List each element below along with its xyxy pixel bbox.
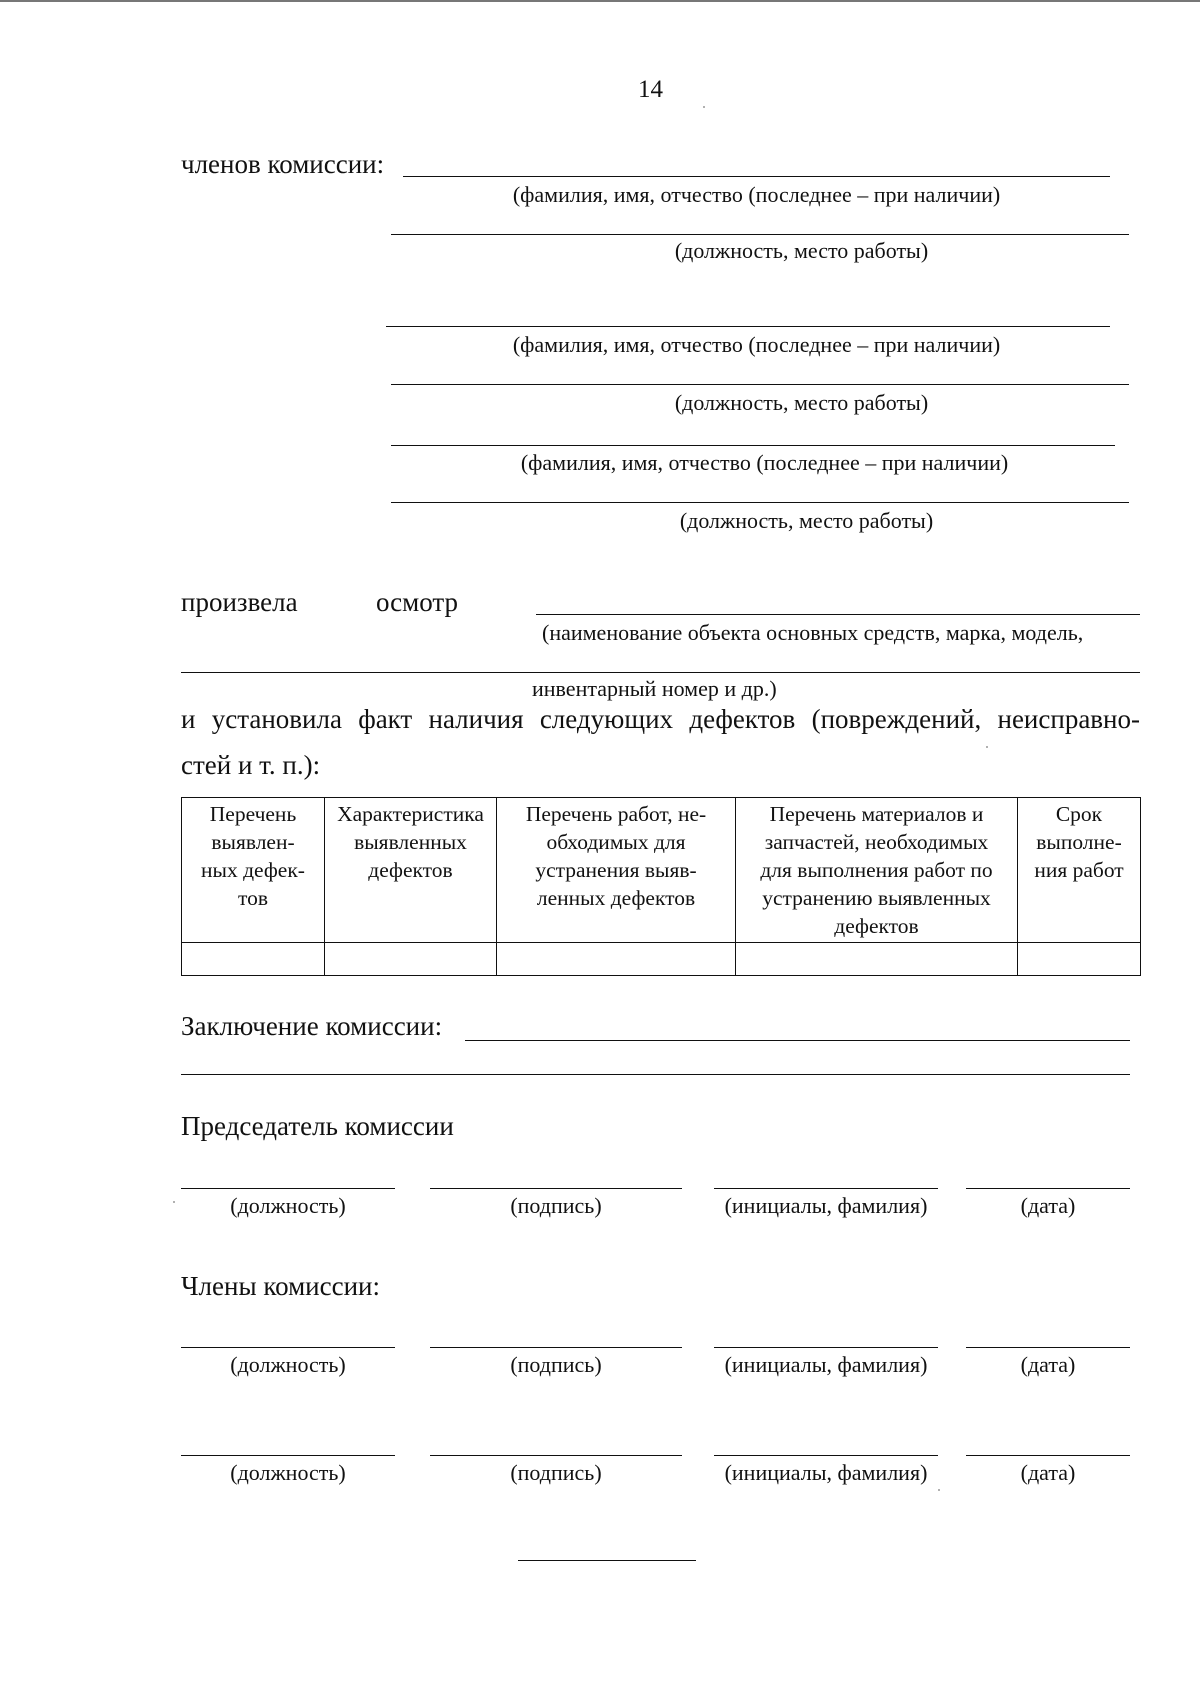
member-2-position-caption: (должность, место работы) [674,390,929,415]
member-1-position-caption: (должность, место работы) [674,238,929,263]
header-required-works: Перечень работ, не- обходимых для устранения выяв- ленных дефектов [497,798,736,943]
chairman-date-caption: (дата) [1020,1193,1076,1218]
members-lead-label: членов комиссии: [181,149,385,179]
member-row-1-position-caption: (должность) [230,1352,346,1377]
chairman-signature-line [430,1188,682,1189]
conclusion-label: Заключение комиссии: [181,1011,443,1041]
header-materials-parts: Перечень материалов и запчастей, необходимых для выполнения работ по устранению выявленных дефектов [736,798,1018,943]
table-cell [1018,943,1141,976]
table-cell [182,943,325,976]
member-3-position-caption: (должность, место работы) [679,508,934,533]
member-2-name-caption: (фамилия, имя, отчество (последнее – при наличии) [512,332,1001,357]
member-row-1-signature-caption: (подпись) [510,1352,602,1377]
members-heading: Члены комиссии: [181,1271,380,1301]
table-cell [325,943,497,976]
member-row-1-date-line [966,1347,1130,1348]
chairman-name-line [714,1188,938,1189]
scan-speck [986,746,988,748]
header-defects-characteristics: Характеристика выявленных дефектов [325,798,497,943]
member-row-2-name-caption: (инициалы, фамилия) [724,1460,928,1485]
table-cell [736,943,1018,976]
header-completion-term: Срок выполне- ния работ [1018,798,1141,943]
member-2-position-line [391,384,1129,385]
table-row [182,943,1141,976]
member-row-1-name-line [714,1347,938,1348]
defects-table [181,797,1141,976]
member-row-2-date-line [966,1455,1130,1456]
member-1-name-line [403,176,1110,177]
member-row-1-position-line [181,1347,395,1348]
member-3-name-caption: (фамилия, имя, отчество (последнее – при наличии) [520,450,1009,475]
defects-table-header-row [182,798,1141,943]
chairman-position-caption: (должность) [230,1193,346,1218]
member-row-1-name-caption: (инициалы, фамилия) [724,1352,928,1377]
chairman-name-caption: (инициалы, фамилия) [724,1193,928,1218]
table-cell [497,943,736,976]
member-3-name-line [391,445,1115,446]
object-line [536,614,1140,615]
member-row-2-date-caption: (дата) [1020,1460,1076,1485]
conclusion-line-1 [465,1040,1130,1041]
scan-speck [173,1201,175,1203]
member-row-1-signature-line [430,1347,682,1348]
member-1-name-caption: (фамилия, имя, отчество (последнее – при наличии) [512,182,1001,207]
conclusion-line-2 [181,1074,1130,1075]
inspection-word-performed: произвела [181,587,298,617]
member-1-position-line [391,234,1129,235]
object-caption-line2: инвентарный номер и др.) [532,676,777,701]
member-row-2-signature-caption: (подпись) [510,1460,602,1485]
member-row-2-position-caption: (должность) [230,1460,346,1485]
inspection-word-inspection: осмотр [376,587,459,617]
statement-line2: стей и т. п.): [181,750,321,780]
chairman-signature-caption: (подпись) [510,1193,602,1218]
member-row-1-date-caption: (дата) [1020,1352,1076,1377]
object-continuation-line [181,672,1140,673]
page-number: 14 [638,76,663,103]
statement-line1: и установила факт наличия следующих дефектов (повреждений, неисправно- [181,704,1140,734]
chairman-date-line [966,1188,1130,1189]
member-3-position-line [391,502,1129,503]
member-row-2-signature-line [430,1455,682,1456]
scan-edge [0,0,1200,2]
header-defects-list: Перечень выявлен- ных дефек- тов [182,798,325,943]
chairman-heading: Председатель комиссии [181,1111,454,1141]
scan-speck [703,106,705,108]
member-2-name-line [386,326,1110,327]
end-separator-line [518,1560,696,1561]
member-row-2-position-line [181,1455,395,1456]
member-row-2-name-line [714,1455,938,1456]
object-caption-line1: (наименование объекта основных средств, марка, модель, [542,620,1084,645]
chairman-position-line [181,1188,395,1189]
scan-speck [938,1489,940,1491]
